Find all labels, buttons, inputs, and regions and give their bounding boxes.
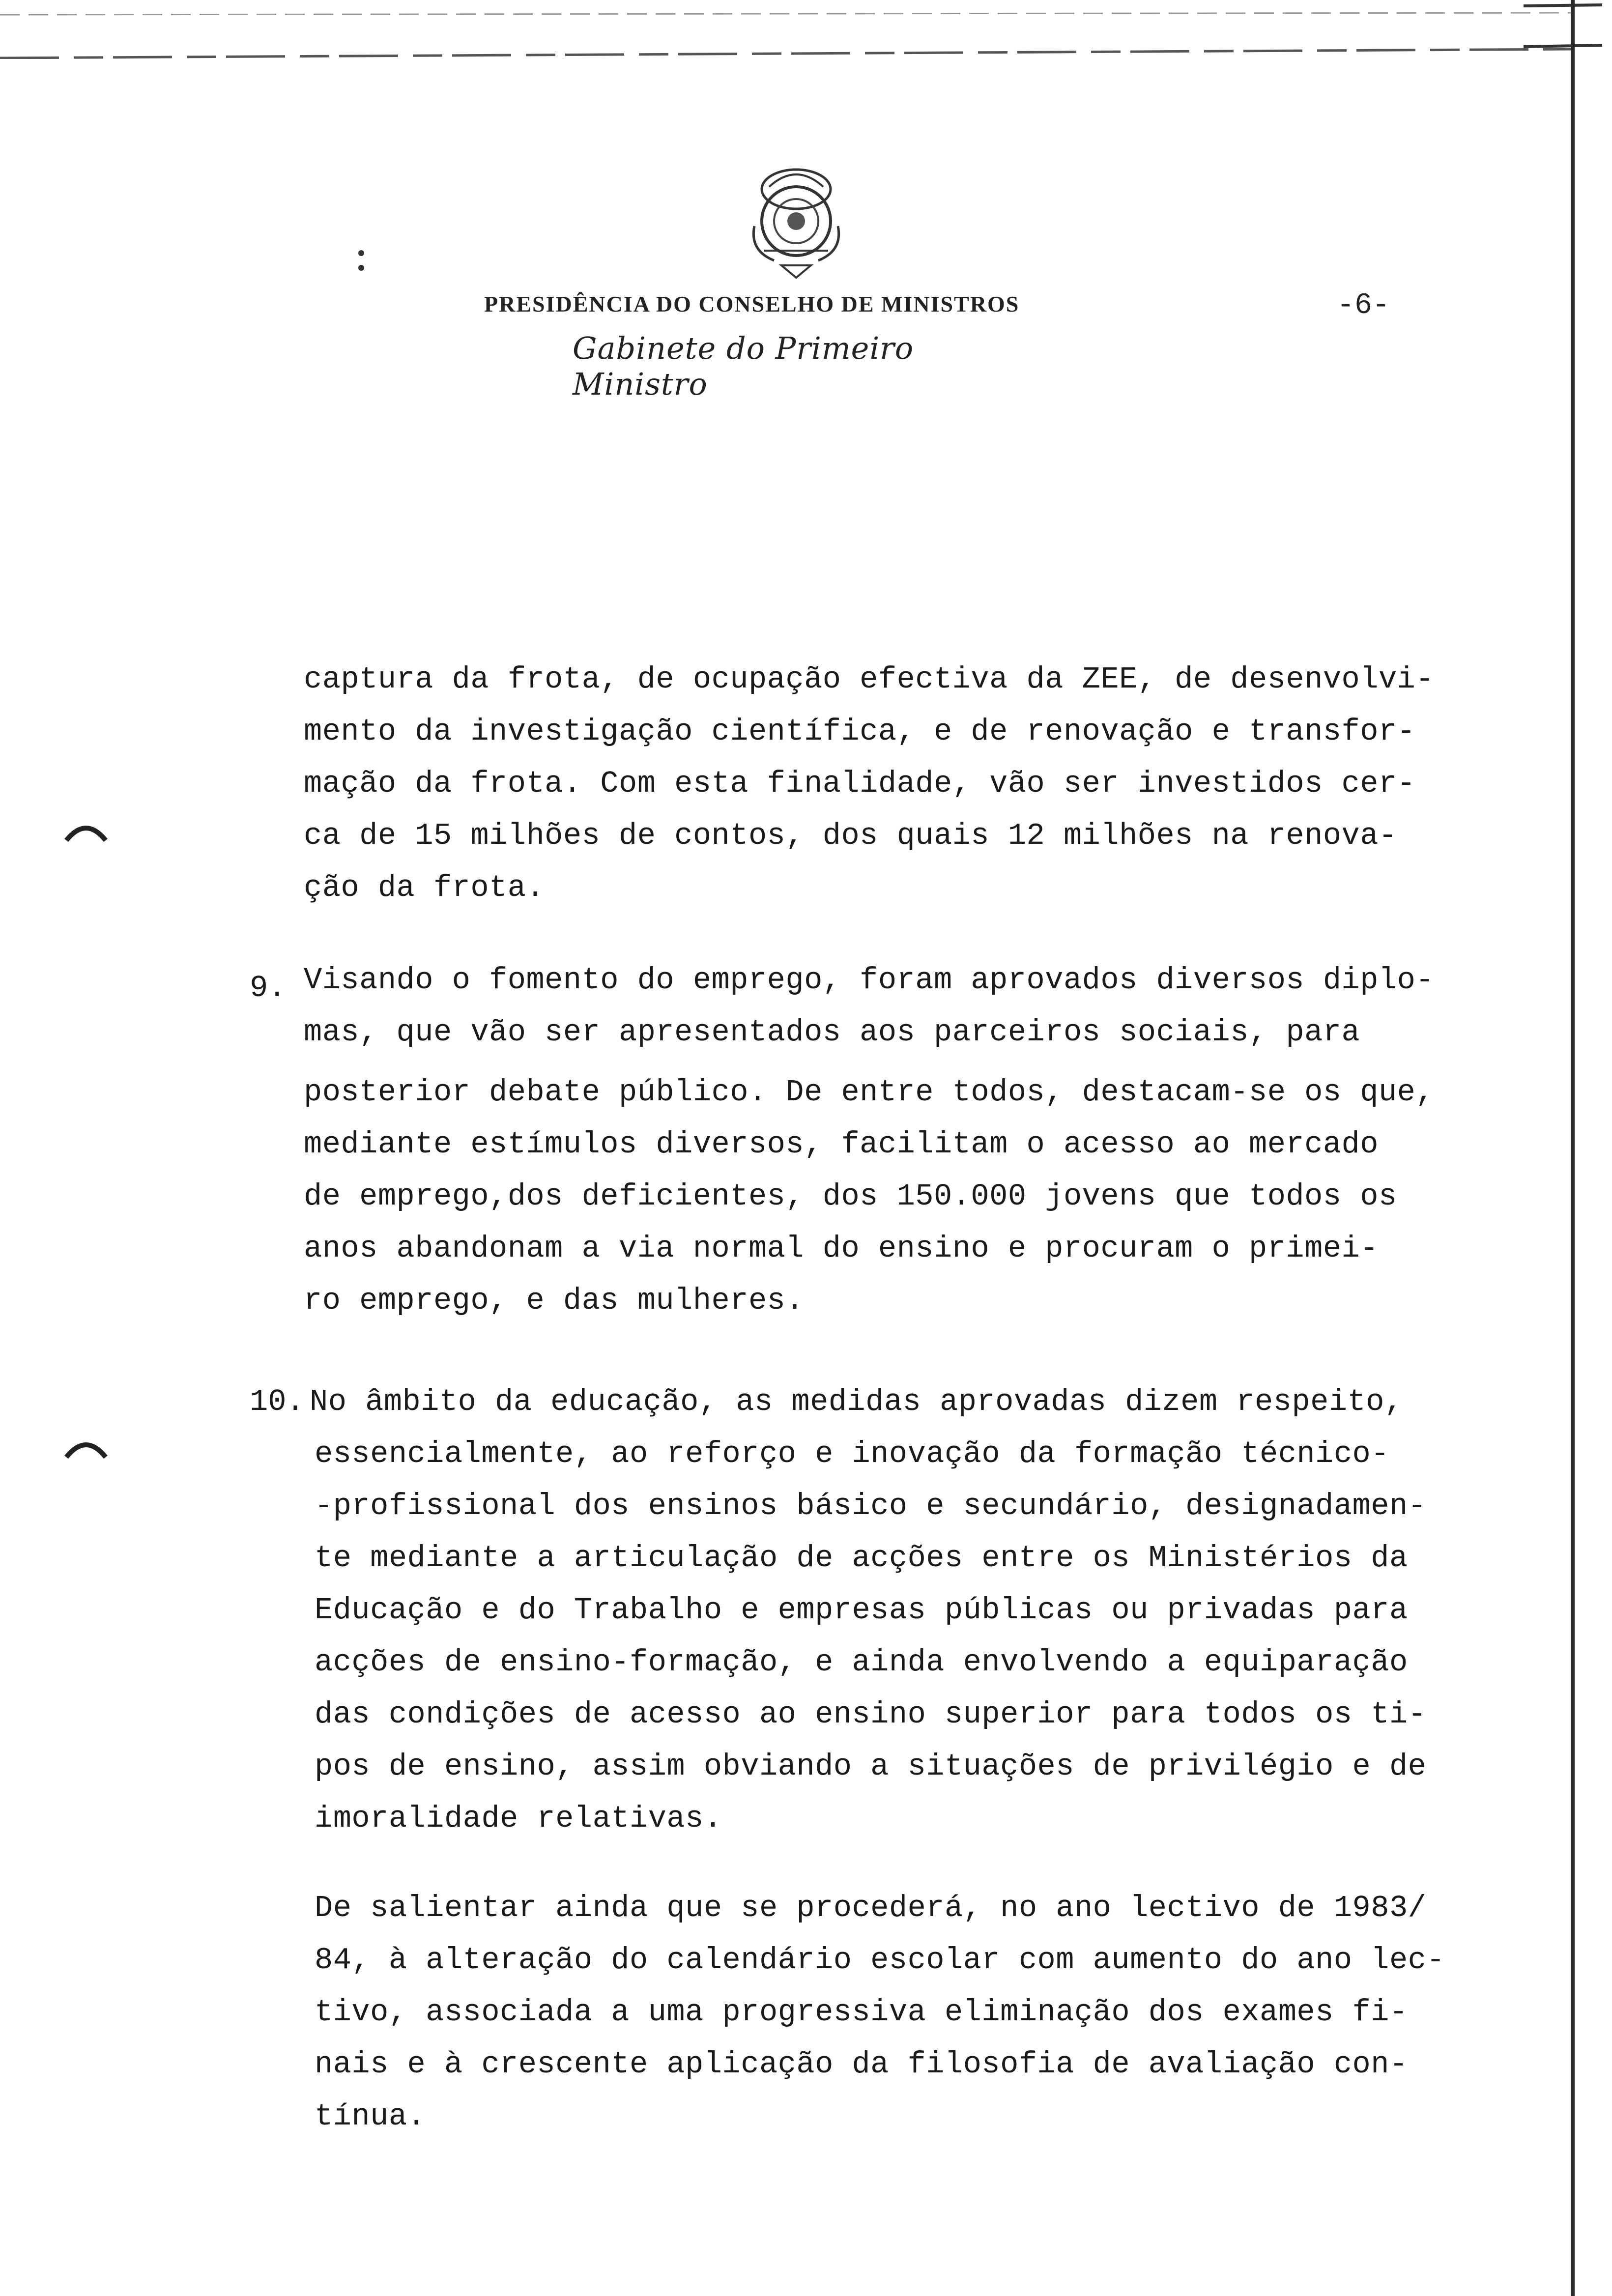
text-line: mas, que vão ser apresentados aos parceiros sociais, para xyxy=(304,1015,1360,1050)
text-line: ro emprego, e das mulheres. xyxy=(304,1283,805,1318)
text-line: de emprego,dos deficientes, dos 150.000 jovens que todos os xyxy=(304,1179,1397,1214)
header-subtitle-signature: Gabinete do Primeiro Ministro xyxy=(573,330,914,402)
speck-mark xyxy=(354,246,369,285)
text-line: acções de ensino-formação, e ainda envolvendo a equiparação xyxy=(315,1645,1408,1680)
text-line: nais e à crescente aplicação da filosofia de avaliação con- xyxy=(315,2047,1408,2082)
text-line: mento da investigação científica, e de renovação e transfor- xyxy=(304,714,1416,749)
text-line: pos de ensino, assim obviando a situações de privilégio e de xyxy=(315,1749,1427,1784)
text-line: tínua. xyxy=(315,2099,426,2134)
text-line: Educação e do Trabalho e empresas públicas ou privadas para xyxy=(315,1593,1408,1628)
text-line: No âmbito da educação, as medidas aprovadas dizem respeito, xyxy=(310,1384,1403,1419)
item-number: 9. xyxy=(250,971,287,1005)
text-line: posterior debate público. De entre todos, destacam-se os que, xyxy=(304,1075,1435,1110)
text-line: ca de 15 milhões de contos, dos quais 12 milhões na renova- xyxy=(304,818,1397,853)
coat-of-arms-seal-icon xyxy=(735,152,858,280)
text-line: Visando o fomento do emprego, foram aprovados diversos diplo- xyxy=(304,963,1435,998)
text-line: tivo, associada a uma progressiva eliminação dos exames fi- xyxy=(315,1995,1408,2030)
text-line: -profissional dos ensinos básico e secundário, designadamen- xyxy=(315,1489,1427,1523)
text-line: mação da frota. Com esta finalidade, vão ser investidos cer- xyxy=(304,766,1416,801)
punch-mark-icon xyxy=(64,816,108,845)
header-title: PRESIDÊNCIA DO CONSELHO DE MINISTROS xyxy=(484,291,1020,316)
text-line: ção da frota. xyxy=(304,870,545,905)
text-line: imoralidade relativas. xyxy=(315,1801,722,1836)
text-line: De salientar ainda que se procederá, no ano lectivo de 1983/ xyxy=(315,1891,1427,1925)
text-line: captura da frota, de ocupação efectiva da ZEE, de desenvolvi- xyxy=(304,662,1435,697)
text-line: mediante estímulos diversos, facilitam o acesso ao mercado xyxy=(304,1127,1379,1162)
text-line: te mediante a articulação de acções entre os Ministérios da xyxy=(315,1541,1408,1576)
text-line: anos abandonam a via normal do ensino e procuram o primei- xyxy=(304,1231,1379,1266)
item-number: 10. xyxy=(250,1384,305,1419)
scan-edge-artifact xyxy=(0,0,1612,59)
text-line: essencialmente, ao reforço e inovação da formação técnico- xyxy=(315,1436,1389,1471)
punch-mark-icon xyxy=(64,1433,108,1462)
text-line: das condições de acesso ao ensino superior para todos os ti- xyxy=(315,1697,1427,1732)
page-number: -6- xyxy=(1337,289,1390,322)
scan-right-edge xyxy=(1571,0,1575,2296)
text-line: 84, à alteração do calendário escolar com aumento do ano lec- xyxy=(315,1943,1445,1978)
